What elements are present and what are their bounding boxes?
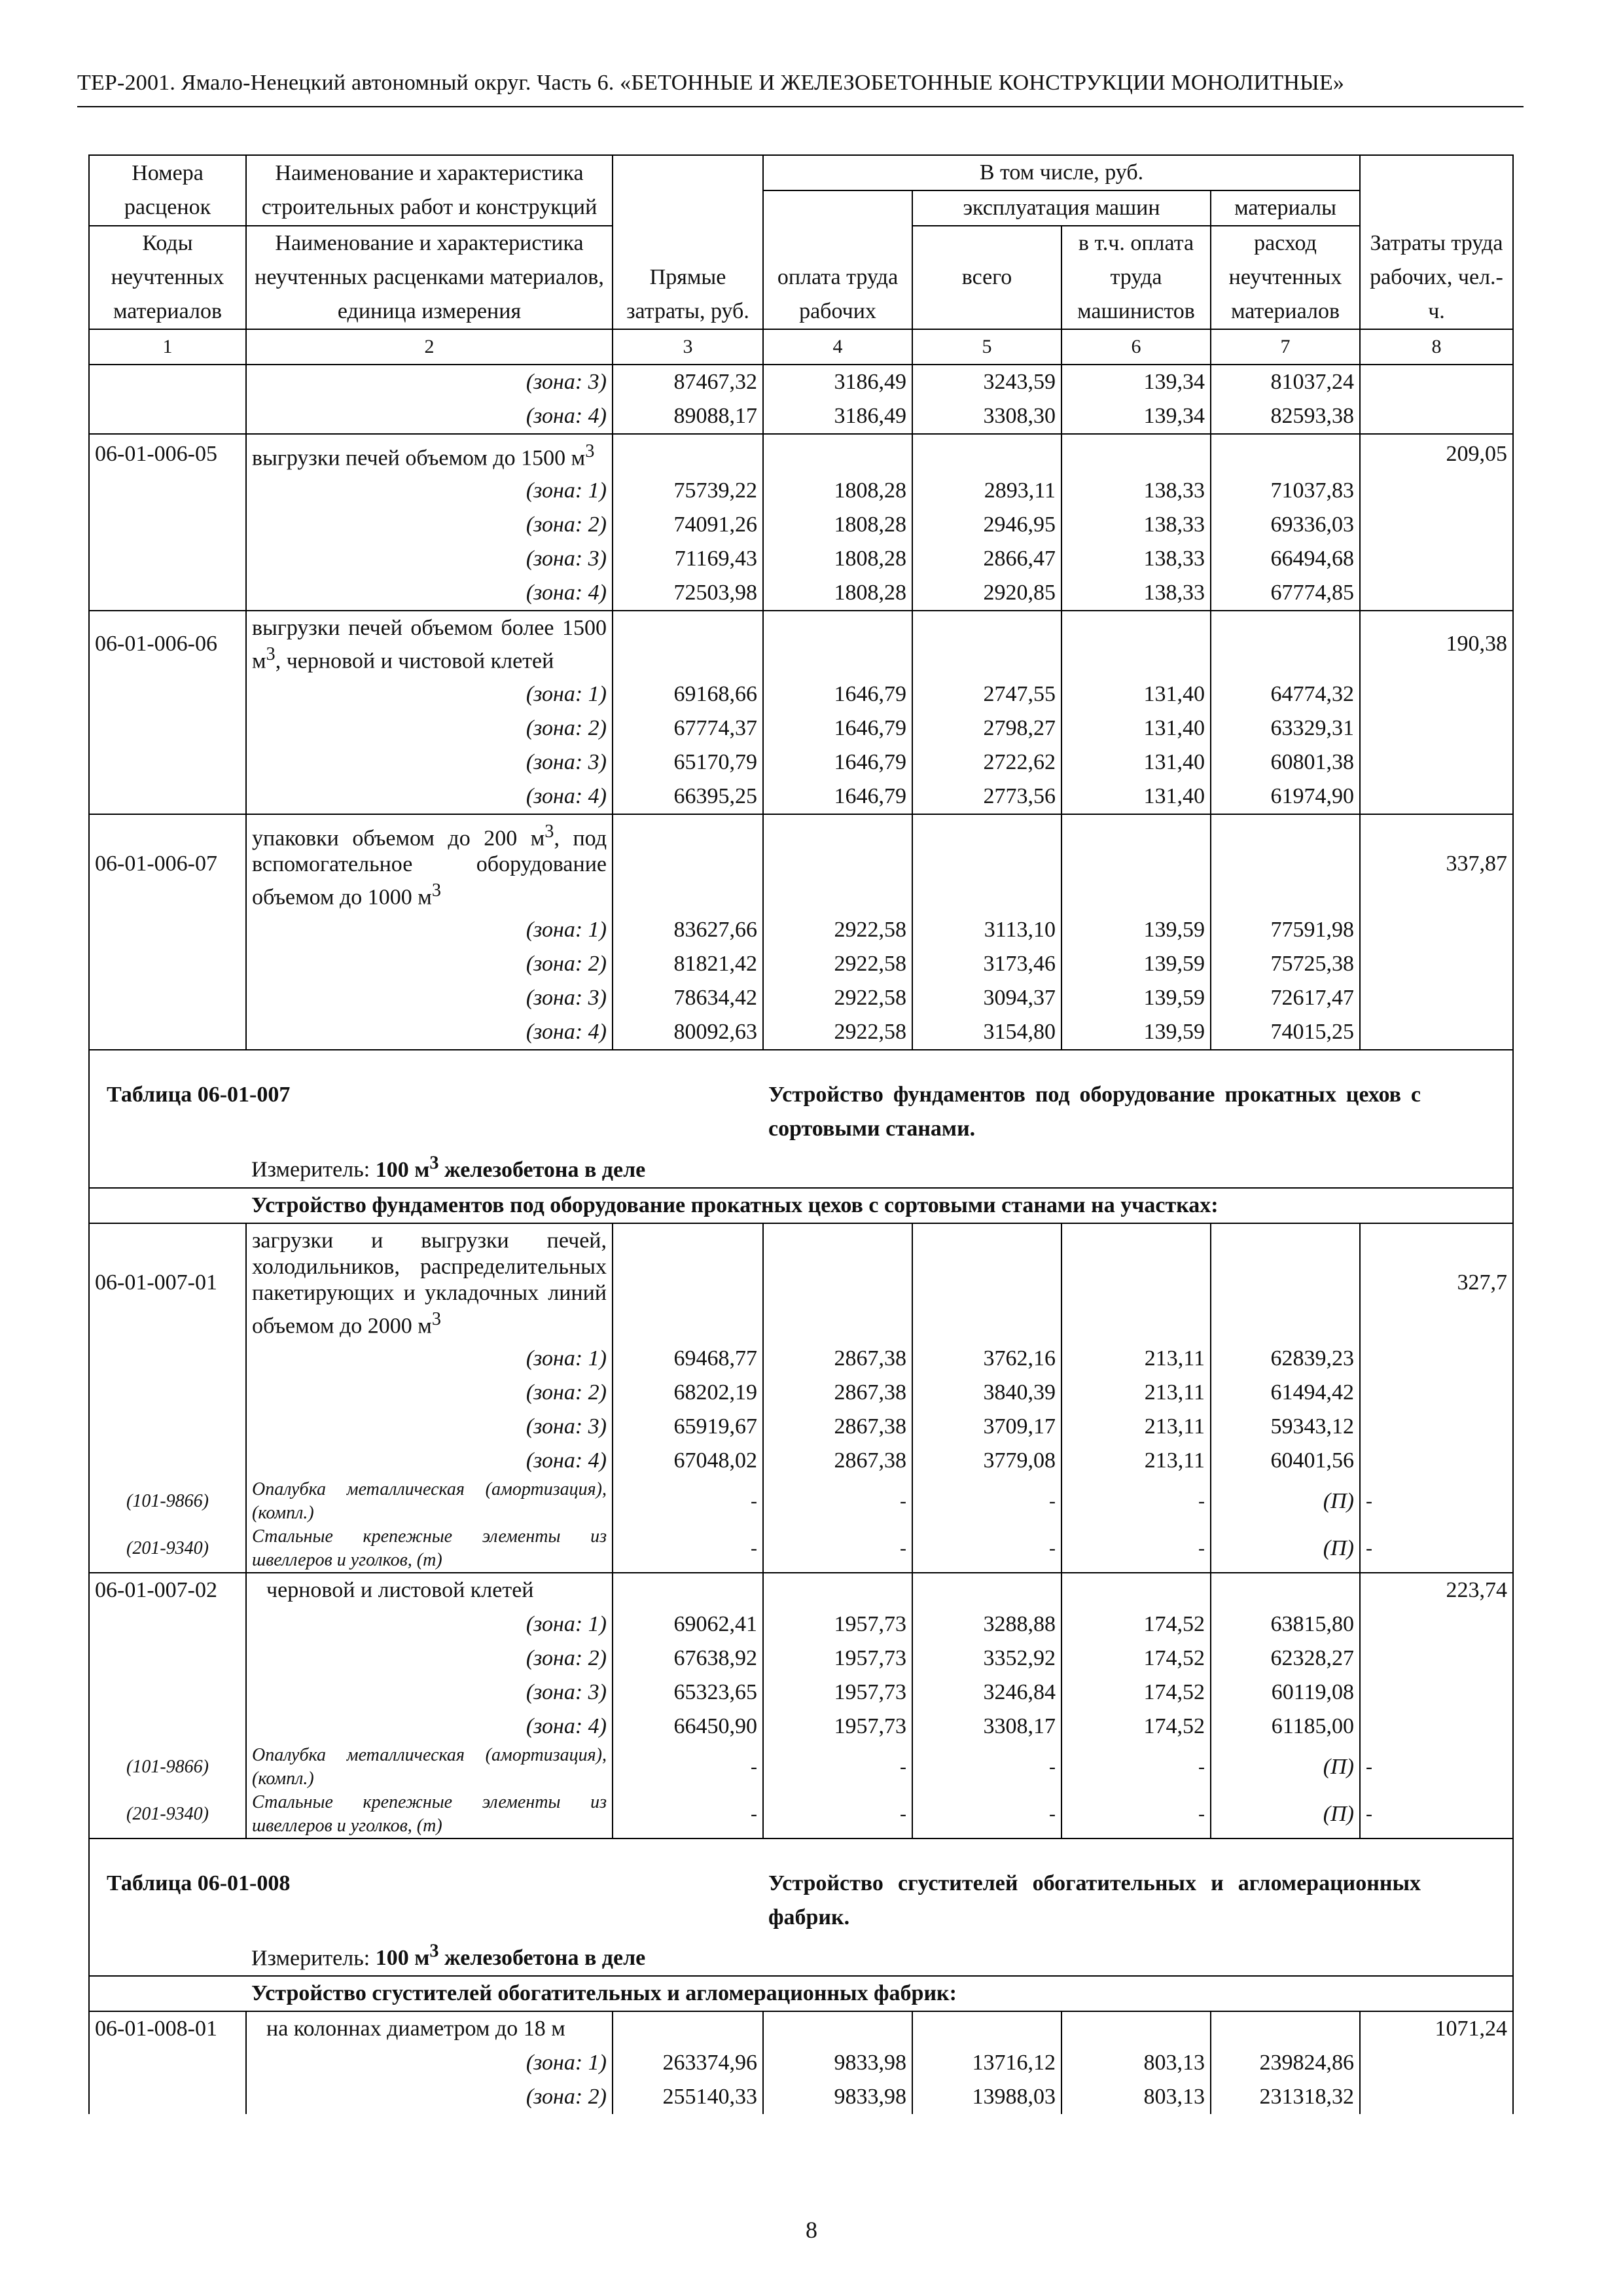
table-row: (зона: 4) 67048,02 2867,38 3779,08 213,11 60401,56 — [89, 1444, 1513, 1478]
rate-row-06-01-007-01 — [89, 1223, 1513, 1342]
labor-cost: 223,74 — [1360, 1573, 1513, 1607]
rate-code: 06-01-006-06 — [89, 611, 246, 677]
rate-description: черновой и листовой клетей — [246, 1573, 613, 1607]
table-row: (зона: 1) 263374,96 9833,98 13716,12 803,13 239824,86 — [89, 2046, 1513, 2080]
rate-code: 06-01-007-01 — [89, 1223, 246, 1342]
table-row: (зона: 2) 255140,33 9833,98 13988,03 803,13 231318,32 — [89, 2080, 1513, 2114]
table-title-06-01-007 — [89, 1050, 1513, 1146]
table-row: (зона: 4) 72503,98 1808,28 2920,85 138,33 67774,85 — [89, 576, 1513, 611]
table-row: (зона: 1) 69468,77 2867,38 3762,16 213,11 62839,23 — [89, 1342, 1513, 1376]
running-header: ТЕР-2001. Ямало-Ненецкий автономный округ. Часть 6. «БЕТОННЫЕ И ЖЕЛЕЗОБЕТОННЫЕ КОНСТРУКЦИИ МОНОЛИТНЫЕ» — [77, 71, 1345, 95]
rate-description: выгрузки печей объемом до 1500 $м^3$ — [246, 434, 613, 474]
col-header-wages: оплата труда рабочих — [763, 190, 912, 329]
column-numbers-row: 1 2 3 4 5 6 7 8 — [89, 329, 1513, 365]
table-row: (зона: 3) 87467,32 3186,49 3243,59 139,34 81037,24 — [89, 365, 1513, 399]
table-row: (зона: 4) 66395,25 1646,79 2773,56 131,40 61974,90 — [89, 780, 1513, 814]
col-header-labor: Затраты труда рабочих, чел.-ч. — [1360, 155, 1513, 329]
col-header-unaccounted-materials: расход неучтенных материалов — [1211, 226, 1360, 329]
labor-cost: 327,7 — [1360, 1223, 1513, 1342]
col-header-material-codes: Коды неучтенных материалов — [89, 226, 246, 329]
labor-cost: 209,05 — [1360, 434, 1513, 474]
page-number: 8 — [806, 2217, 817, 2243]
table-title-06-01-008 — [89, 1839, 1513, 1935]
col-header-material-names: Наименование и характеристика неучтенных расценками материалов, единица измерения — [246, 226, 613, 329]
measure-row: Измеритель: 100 $м^3$ железобетона в деле — [89, 1146, 1513, 1187]
material-row: (201-9340) Стальные крепежные элементы из швеллеров и уголков, (т) - - - - (П) - — [89, 1525, 1513, 1573]
rate-description: на колоннах диаметром до 18 м — [246, 2011, 613, 2046]
rate-row-06-01-006-05 — [89, 434, 1513, 474]
table-name: Устройство фундаментов под оборудование прокатных цехов с сортовыми станами. — [763, 1050, 1513, 1146]
labor-cost: 337,87 — [1360, 814, 1513, 914]
table-number: Таблица 06-01-008 — [89, 1839, 763, 1935]
table-row: (зона: 3) 71169,43 1808,28 2866,47 138,33 66494,68 — [89, 542, 1513, 576]
table-number: Таблица 06-01-007 — [89, 1050, 763, 1146]
header-rule — [77, 106, 1524, 107]
rate-code: 06-01-006-05 — [89, 434, 246, 474]
rate-code: 06-01-007-02 — [89, 1573, 246, 1607]
rate-description: упаковки объемом до 200 $м^3$, под вспомогательное оборудование объемом до 1000 $м^3$ — [246, 814, 613, 914]
table-row: (зона: 3) 65919,67 2867,38 3709,17 213,11 59343,12 — [89, 1410, 1513, 1444]
table-row: (зона: 3) 65323,65 1957,73 3246,84 174,52 60119,08 — [89, 1676, 1513, 1710]
table-row: (зона: 2) 74091,26 1808,28 2946,95 138,33 69336,03 — [89, 508, 1513, 542]
table-row: (зона: 2) 68202,19 2867,38 3840,39 213,11 61494,42 — [89, 1376, 1513, 1410]
col-header-including: В том числе, руб. — [763, 155, 1360, 190]
table-row: (зона: 1) 83627,66 2922,58 3113,10 139,59 77591,98 — [89, 913, 1513, 947]
rate-description: выгрузки печей объемом более 1500 $м^3$, черновой и чистовой клетей — [246, 611, 613, 677]
table-row: (зона: 4) 80092,63 2922,58 3154,80 139,59 74015,25 — [89, 1015, 1513, 1050]
material-row: (201-9340) Стальные крепежные элементы из швеллеров и уголков, (т) - - - - (П) - — [89, 1791, 1513, 1839]
labor-cost: 190,38 — [1360, 611, 1513, 677]
table-row: (зона: 3) 78634,42 2922,58 3094,37 139,59 72617,47 — [89, 981, 1513, 1015]
col-header-work-name: Наименование и характеристика строительных работ и конструкций — [246, 155, 613, 226]
rate-row-06-01-006-06 — [89, 611, 1513, 677]
material-row: (101-9866) Опалубка металлическая (амортизация), (компл.) - - - - (П) - — [89, 1478, 1513, 1525]
table-row: (зона: 1) 69168,66 1646,79 2747,55 131,40 64774,32 — [89, 677, 1513, 711]
rate-description: загрузки и выгрузки печей, холодильников, распределительных пакетирующих и укладочных линий объемом до 2000 $м^3$ — [246, 1223, 613, 1342]
col-header-direct-costs: Прямые затраты, руб. — [613, 155, 763, 329]
table-row: (зона: 4) 66450,90 1957,73 3308,17 174,52 61185,00 — [89, 1710, 1513, 1744]
section-heading: Устройство сгустителей обогатительных и агломерационных фабрик: — [89, 1976, 1513, 2011]
table-row: (зона: 2) 81821,42 2922,58 3173,46 139,59 75725,38 — [89, 947, 1513, 981]
rate-row-06-01-008-01 — [89, 2011, 1513, 2046]
col-header-machines: эксплуатация машин — [912, 190, 1211, 226]
table-row: (зона: 4) 89088,17 3186,49 3308,30 139,34 82593,38 — [89, 399, 1513, 434]
material-row: (101-9866) Опалубка металлическая (амортизация), (компл.) - - - - (П) - — [89, 1744, 1513, 1791]
table-row: (зона: 2) 67638,92 1957,73 3352,92 174,52 62328,27 — [89, 1641, 1513, 1676]
rates-table — [88, 154, 1514, 2114]
labor-cost: 1071,24 — [1360, 2011, 1513, 2046]
col-header-materials: материалы — [1211, 190, 1360, 226]
section-heading: Устройство фундаментов под оборудование прокатных цехов с сортовыми станами на участках: — [89, 1188, 1513, 1223]
table-row: (зона: 3) 65170,79 1646,79 2722,62 131,40 60801,38 — [89, 745, 1513, 780]
rate-code: 06-01-008-01 — [89, 2011, 246, 2046]
table-row: (зона: 1) 75739,22 1808,28 2893,11 138,33 71037,83 — [89, 474, 1513, 508]
measure-row: Измеритель: 100 $м^3$ железобетона в деле — [89, 1935, 1513, 1976]
rate-row-06-01-007-02 — [89, 1573, 1513, 1607]
col-header-machines-total: всего — [912, 226, 1061, 329]
table-row: (зона: 2) 67774,37 1646,79 2798,27 131,40 63329,31 — [89, 711, 1513, 745]
table-row: (зона: 1) 69062,41 1957,73 3288,88 174,52 63815,80 — [89, 1607, 1513, 1641]
table-name: Устройство сгустителей обогатительных и агломерационных фабрик. — [763, 1839, 1513, 1935]
rate-row-06-01-006-07 — [89, 814, 1513, 914]
col-header-rate-numbers: Номера расценок — [89, 155, 246, 226]
col-header-operator-wages: в т.ч. оплата труда машинистов — [1061, 226, 1211, 329]
rate-code: 06-01-006-07 — [89, 814, 246, 914]
